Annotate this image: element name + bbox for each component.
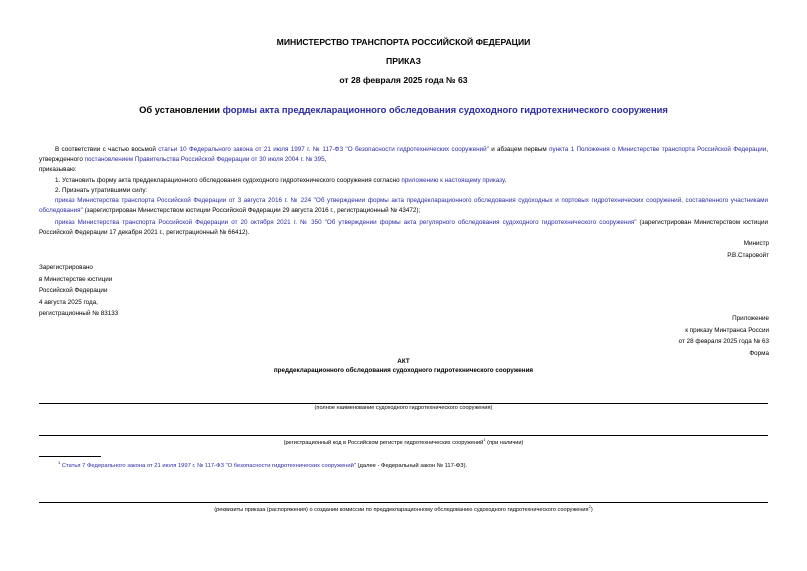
field-line-name[interactable]: [39, 403, 768, 404]
revoked-order-2: [39, 218, 768, 237]
item-2: 2. Признать утратившими силу:: [55, 187, 148, 194]
registration-line: Зарегистрировано: [39, 264, 93, 271]
law-link-117fz[interactable]: статьи 10 Федерального закона от 21 июля 1997 г. № 117-ФЗ "О безопасности гидротехнических сооружений": [158, 146, 489, 153]
registration-block: [39, 262, 118, 320]
appendix-link[interactable]: приложению к настоящему приказу: [401, 177, 505, 184]
signature-name: Р.В.Старовойт: [727, 251, 769, 259]
registration-line: в Министерстве юстиции: [39, 275, 113, 283]
regulation-link[interactable]: пункта 1 Положения о Министерстве транспорта Российской Федерации: [549, 146, 767, 153]
footnote-number: 1: [58, 460, 61, 465]
act-subtitle: преддекларационного обследования судоходного гидротехнического сооружения: [273, 367, 534, 374]
caption-order-text: (реквизиты приказа (распоряжения) о создании комиссии по преддекларационному обследованию судоходного гидротехнического сооружения: [214, 506, 589, 513]
caption-order-end: ): [590, 506, 593, 513]
doc-title-prefix: Об установлении: [139, 104, 223, 115]
revoked-order-2-link[interactable]: приказ Министерства транспорта Российской Федерации от 20 октября 2021 г. № 350 "Об утверждении формы акта регулярного обследования судоходного гидротехнического сооружения": [55, 219, 637, 226]
item-1-text: 1. Установить форму акта преддекларационного обследования судоходного гидротехнического сооружения согласно: [55, 177, 402, 184]
item-1: [39, 176, 768, 186]
footnote-law-link[interactable]: Статья 7 Федерального закона от 21 июля 1997 г. № 117-ФЗ "О безопасности гидротехнических сооружений": [61, 462, 356, 469]
resolution-link-395[interactable]: постановлением Правительства Российской Федерации от 30 июля 2004 г. № 395: [84, 155, 325, 163]
doc-title: [0, 104, 807, 115]
registration-line: Российской Федерации: [39, 287, 108, 294]
orders-word: приказываю:: [39, 166, 77, 173]
preamble-text-2: и абзацем первым: [488, 146, 550, 153]
revoked-order-1: [39, 196, 768, 215]
act-title: АКТ: [397, 358, 410, 365]
field-caption-regcode: [0, 437, 807, 446]
field-line-regcode[interactable]: [39, 435, 768, 436]
footnote-1: [58, 460, 467, 469]
doc-date-number: от 28 февраля 2025 года № 63: [339, 75, 468, 85]
appendix-line: от 28 февраля 2025 года № 63: [678, 338, 769, 345]
revoked-order-1-link[interactable]: приказ Министерства транспорта Российской Федерации от 3 августа 2016 г. № 224 "Об утверждении формы акта преддекларационного обследования судоходных и портовых гидротехнических сооружений, составленного участниками обследования": [39, 197, 768, 214]
item-1-end: .: [504, 177, 507, 184]
caption-regcode-end: (при наличии): [485, 439, 524, 446]
field-line-order[interactable]: [39, 502, 768, 503]
doc-type: ПРИКАЗ: [386, 56, 421, 66]
field-caption-order: [0, 504, 807, 513]
preamble-text-3: , утвержденного: [39, 146, 768, 163]
doc-title-link[interactable]: формы акта преддекларационного обследования судоходного гидротехнического сооружения: [222, 104, 668, 115]
field-caption-name: (полное наименование судоходного гидротехнического сооружения): [314, 405, 493, 411]
appendix-line: Приложение: [732, 315, 769, 322]
appendix-line: Форма: [749, 349, 769, 357]
revoked-order-2-text: (зарегистрирован Министерством юстиции Российской Федерации 17 декабря 2021 г., регистрационный № 66412).: [39, 219, 768, 236]
registration-line: регистрационный № 83133: [39, 310, 119, 317]
footnote-separator: [39, 456, 101, 457]
footnote-ref: 1: [483, 437, 486, 442]
caption-regcode-text: (регистрационный код в Российском регистре гидротехнических сооружений: [283, 439, 484, 446]
appendix-line: к приказу Минтранса России: [685, 326, 769, 334]
preamble-paragraph: [39, 145, 768, 164]
ministry-heading: МИНИСТЕРСТВО ТРАНСПОРТА РОССИЙСКОЙ ФЕДЕРАЦИИ: [276, 37, 531, 47]
appendix-block: [679, 313, 769, 359]
signature-position: Министр: [743, 240, 769, 247]
footnote-ref: 2: [588, 504, 591, 509]
signature-block: [727, 238, 769, 261]
preamble-text-4: ,: [324, 155, 327, 163]
registration-line: 4 августа 2025 года,: [39, 298, 98, 306]
preamble-text-1: В соответствии с частью восьмой: [55, 146, 159, 153]
footnote-text: (далее - Федеральный закон № 117-ФЗ).: [355, 462, 468, 469]
revoked-order-1-text: (зарегистрирован Министерством юстиции Российской Федерации 29 августа 2016 г., регистрационный № 43472);: [82, 206, 421, 214]
